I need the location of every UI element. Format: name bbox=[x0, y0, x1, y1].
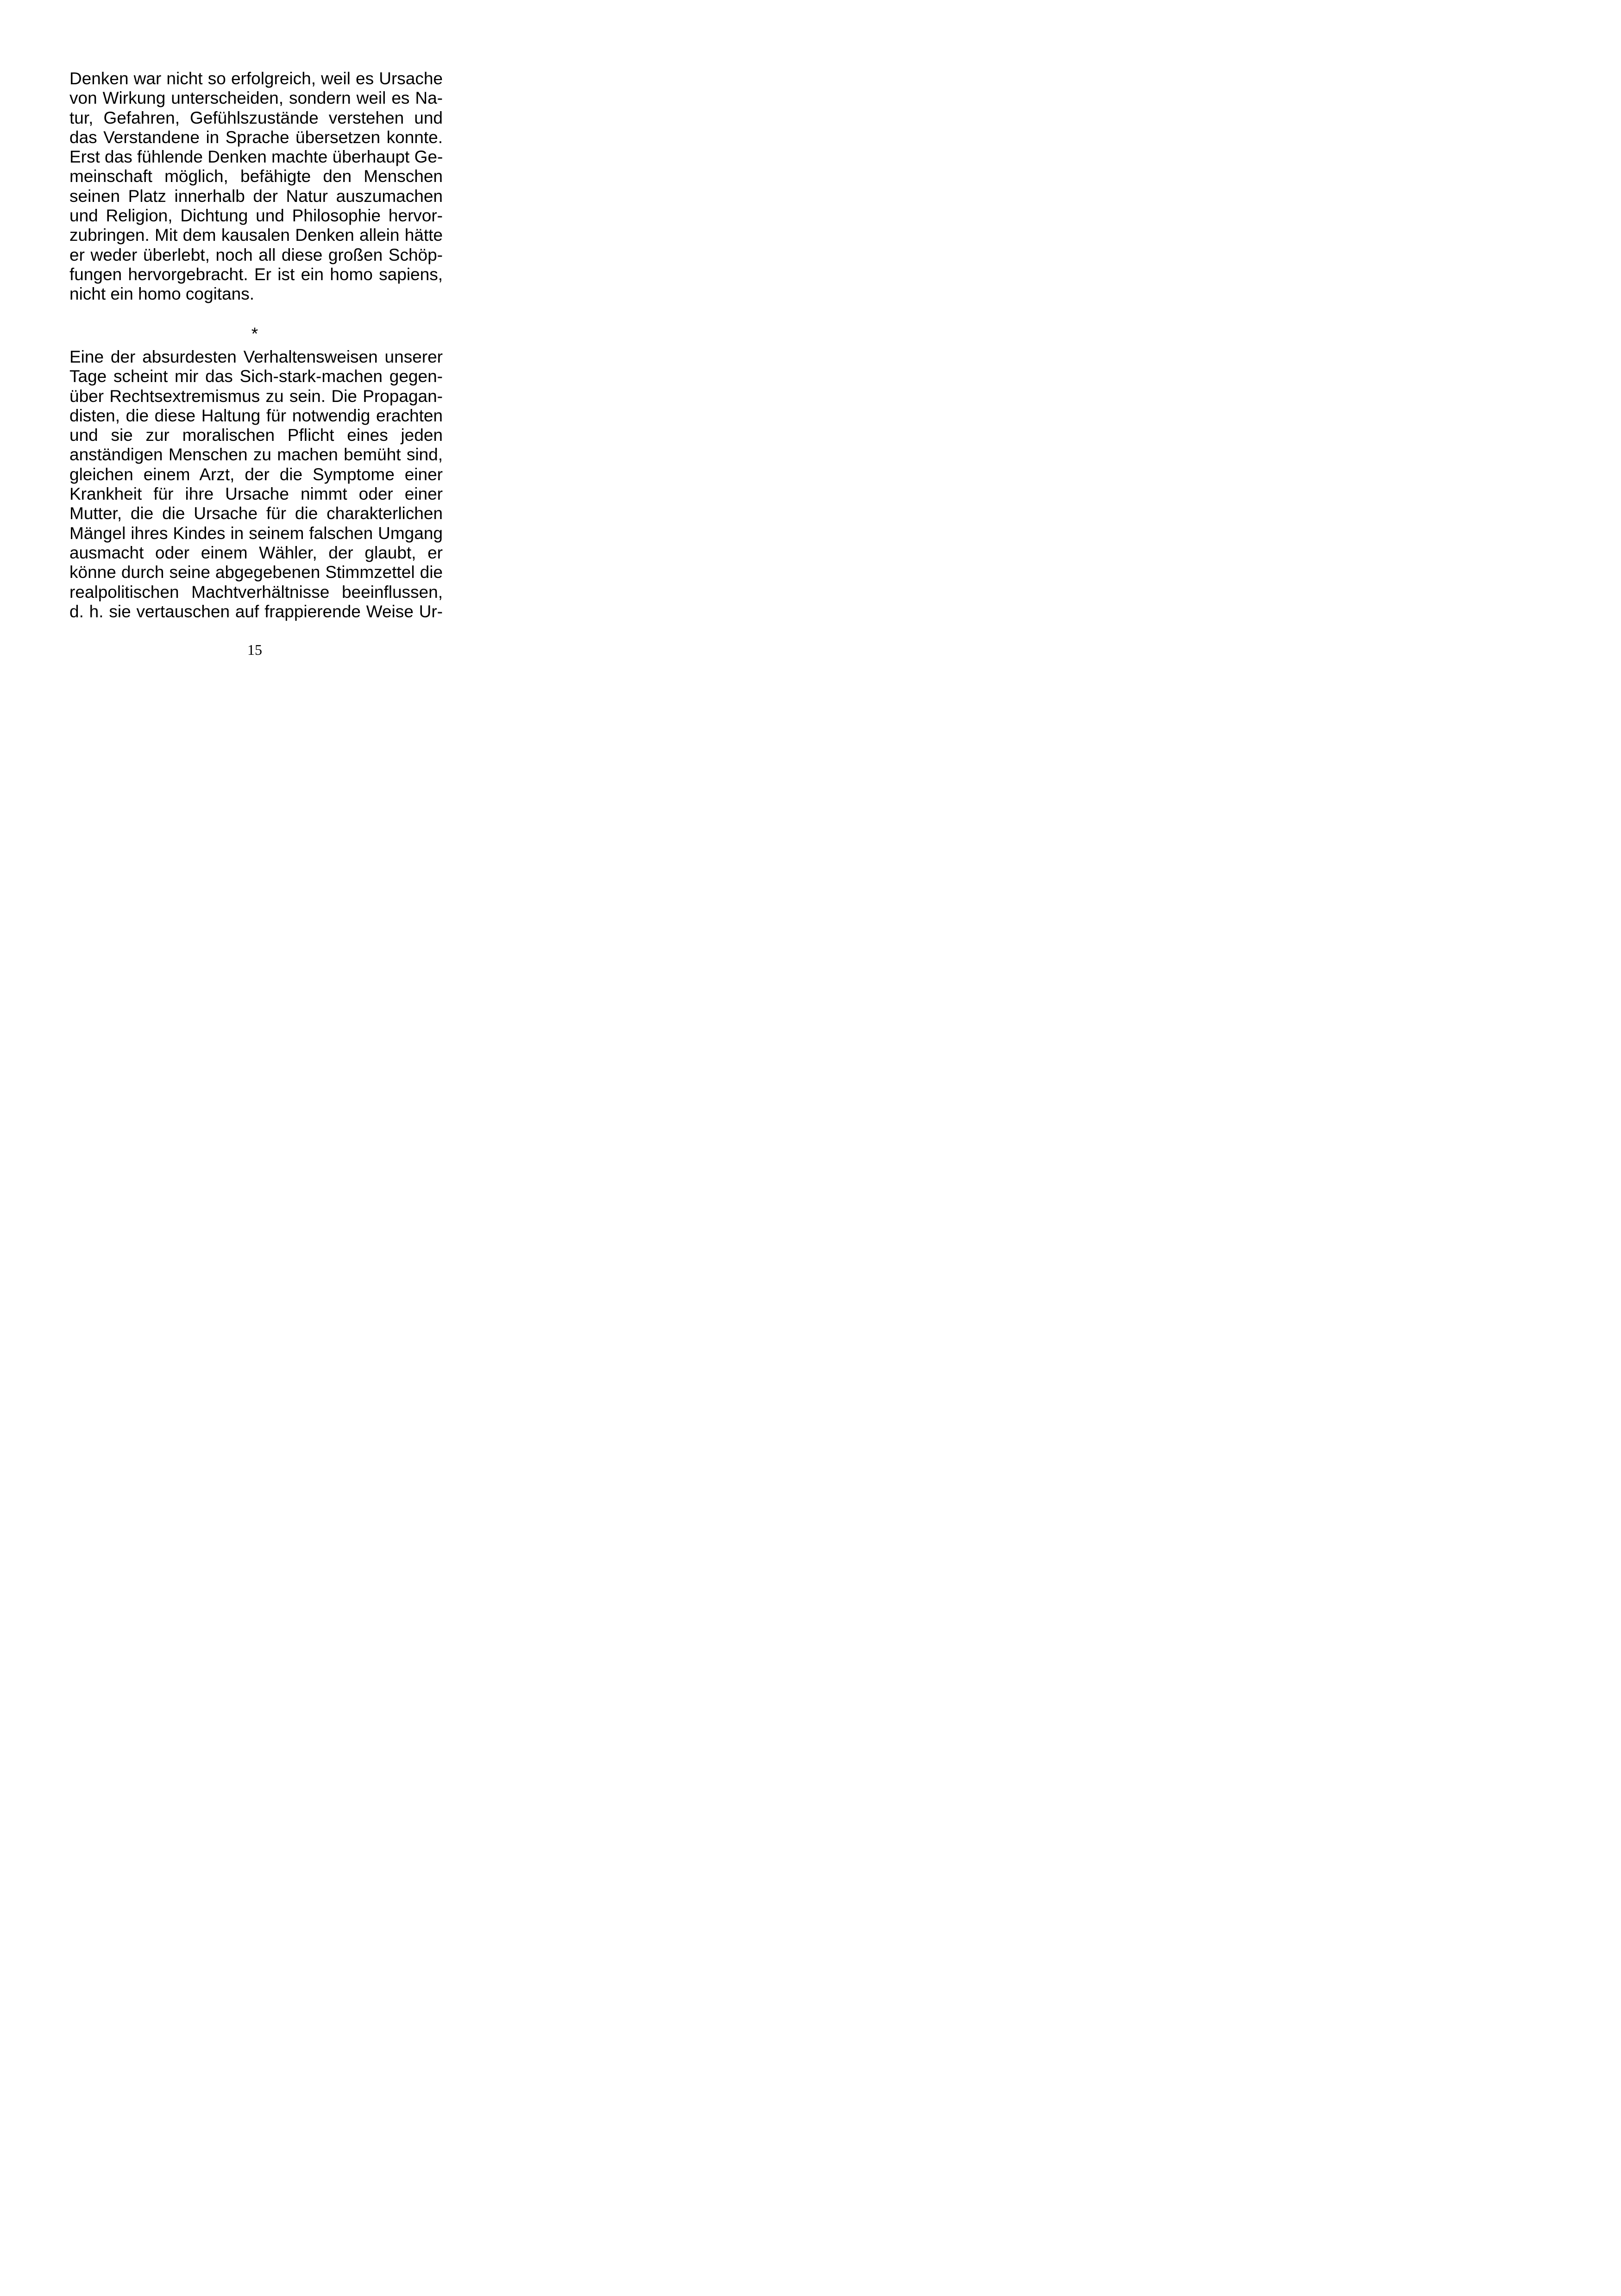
text-line: seinen Platz innerhalb der Natur auszumachen bbox=[69, 186, 443, 206]
text-line: Krankheit für ihre Ursache nimmt oder einer bbox=[69, 484, 443, 504]
text-line: meinschaft möglich, befähigte den Menschen bbox=[69, 167, 443, 186]
text-line: anständigen Menschen zu machen bemüht sind, bbox=[69, 445, 443, 464]
text-line: Mängel ihres Kindes in seinem falschen Umgang bbox=[69, 523, 443, 543]
text-line: und Religion, Dichtung und Philosophie hervor- bbox=[69, 206, 443, 226]
paragraph-2 bbox=[69, 347, 443, 621]
text-line: nicht ein homo cogitans. bbox=[69, 284, 255, 304]
paragraph-1 bbox=[69, 69, 443, 304]
text-line: d. h. sie vertauschen auf frappierende Weise Ur- bbox=[69, 602, 443, 621]
text-line: realpolitischen Machtverhältnisse beeinflussen, bbox=[69, 582, 443, 602]
text-line: ausmacht oder einem Wähler, der glaubt, er bbox=[69, 543, 443, 562]
text-line: von Wirkung unterscheiden, sondern weil es Na- bbox=[69, 88, 443, 108]
text-line: und sie zur moralischen Pflicht eines jeden bbox=[69, 426, 443, 445]
text-line: zubringen. Mit dem kausalen Denken allein hätte bbox=[69, 226, 443, 245]
text-line: er weder überlebt, noch all diese großen Schöp- bbox=[69, 245, 443, 264]
text-line: über Rechtsextremismus zu sein. Die Propagan- bbox=[69, 386, 443, 406]
text-line: Eine der absurdesten Verhaltensweisen unserer bbox=[69, 347, 443, 366]
text-line: das Verstandene in Sprache übersetzen konnte. bbox=[69, 127, 443, 147]
text-line: disten, die diese Haltung für notwendig erachten bbox=[69, 406, 443, 425]
text-line: Erst das fühlende Denken machte überhaupt Ge- bbox=[69, 147, 443, 167]
text-line: gleichen einem Arzt, der die Symptome einer bbox=[69, 464, 443, 484]
text-line: Mutter, die die Ursache für die charakterlichen bbox=[69, 504, 443, 523]
book-page bbox=[0, 0, 509, 721]
page-number: 15 bbox=[247, 641, 262, 658]
text-line: fungen hervorgebracht. Er ist ein homo sapiens, bbox=[69, 264, 443, 284]
text-line: tur, Gefahren, Gefühlszustände verstehen und bbox=[69, 108, 443, 127]
text-line: könne durch seine abgegebenen Stimmzettel die bbox=[69, 563, 443, 582]
text-line: Tage scheint mir das Sich-stark-machen gegen- bbox=[69, 367, 443, 386]
text-line: Denken war nicht so erfolgreich, weil es Ursache bbox=[69, 69, 443, 88]
section-separator: * bbox=[251, 324, 258, 343]
